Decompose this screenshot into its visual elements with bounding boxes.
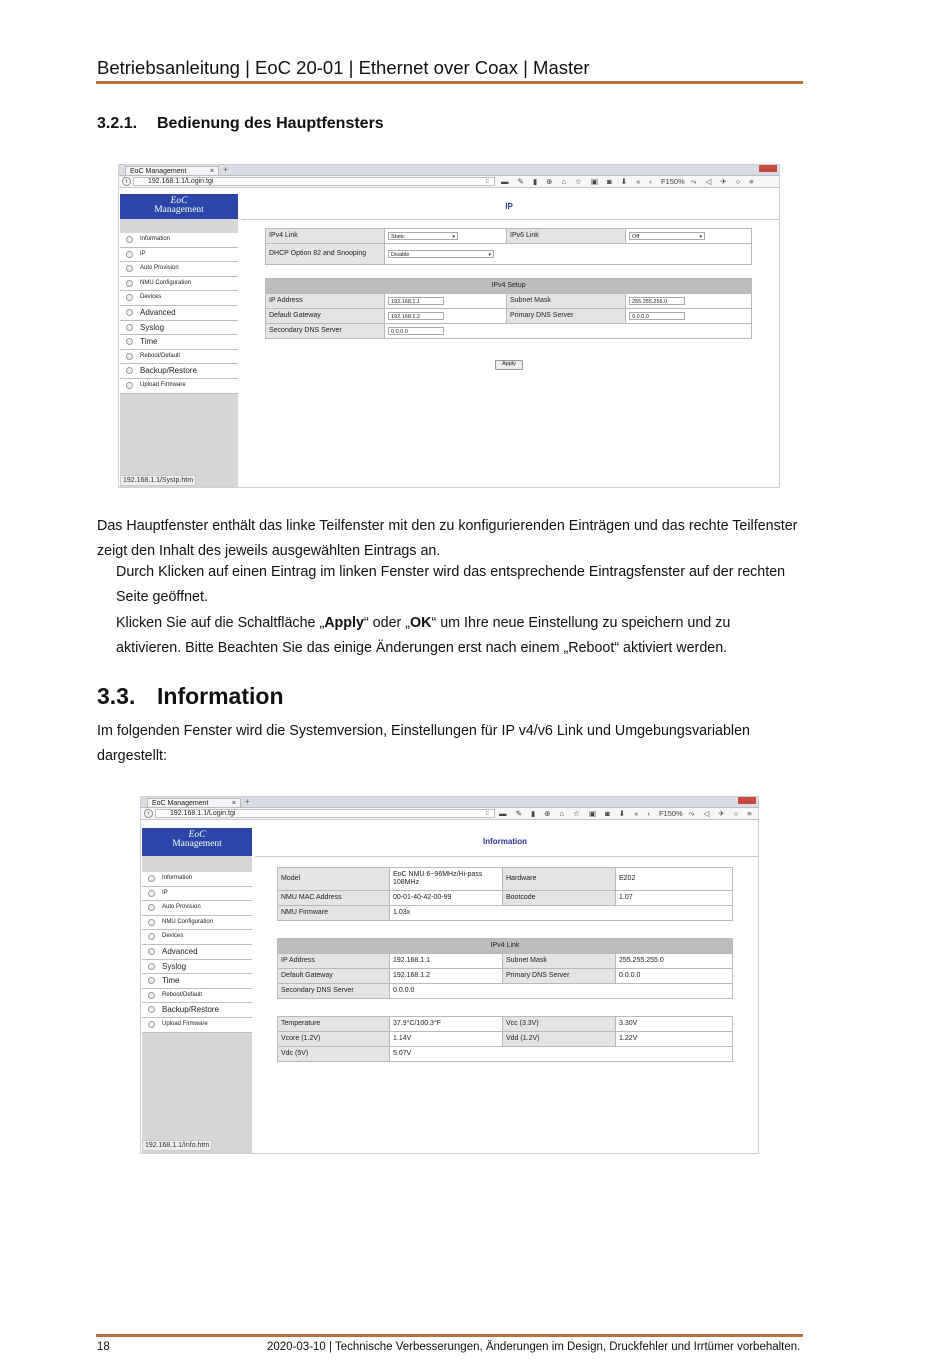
- bullet-icon: [148, 992, 155, 999]
- zoom-level: F150%: [658, 809, 683, 818]
- sidebar-item-label: Advanced: [162, 946, 198, 956]
- ipv4-link-select[interactable]: Static ▾: [388, 232, 458, 240]
- back-arrow-icon[interactable]: ‹: [144, 809, 153, 818]
- browser-tabbar: [119, 165, 779, 176]
- page-title: Information: [483, 837, 527, 846]
- bullet-icon: [148, 875, 155, 882]
- bullet-icon: [148, 1021, 155, 1028]
- sidebar-item-auto-provision[interactable]: [120, 262, 238, 277]
- sidebar-item-reboot-default[interactable]: [120, 350, 238, 365]
- ipv6-link-select[interactable]: Off ▾: [629, 232, 705, 240]
- ipv4-setup-table: IPv4 Setup IP Address 192.168.1.1 Subnet Mask 255.255.255.0 Default Gateway 192.168.1.2 Primary DNS Server 0.0.0.0 Secondary DNS Server 0.0.0.0: [265, 278, 752, 339]
- bullet-icon: [148, 919, 155, 926]
- sidebar-item-backup-restore[interactable]: [120, 364, 238, 379]
- tab-close-icon[interactable]: ×: [209, 168, 214, 175]
- eoc-logo: EoC Management: [120, 194, 238, 219]
- bullet-icon: [148, 890, 155, 897]
- primary-dns-input[interactable]: 0.0.0.0: [629, 312, 685, 320]
- title-divider: [255, 856, 758, 857]
- browser-navbar: [141, 808, 758, 820]
- zoom-level: F150%: [660, 177, 685, 186]
- sidebar: [120, 219, 238, 487]
- sidebar-item-label: NMU Configuration: [140, 279, 192, 286]
- paragraph-apply-ok: Klicken Sie auf die Schaltfläche „Apply“ oder „OK“ um Ihre neue Einstellung zu speichern und zu aktivieren. Bitte Beachten Sie das einige Änderungen erst nach einem „Reboot“ aktiviert werden.: [116, 615, 731, 656]
- bullet-icon: [126, 251, 133, 258]
- bullet-icon: [126, 236, 133, 243]
- sidebar-item-advanced[interactable]: [142, 945, 252, 960]
- reload-icon[interactable]: c: [485, 178, 489, 185]
- sidebar-item-ip[interactable]: [120, 248, 238, 263]
- address-bar[interactable]: 192.168.1.1/Login.tgi c: [155, 809, 495, 818]
- sidebar-item-information[interactable]: [142, 872, 252, 887]
- screenshot-information-window: [140, 796, 759, 1154]
- browser-tab[interactable]: EoC Management ×: [147, 798, 241, 807]
- sidebar-item-devices[interactable]: [120, 291, 238, 306]
- sidebar-item-label: Auto Provision: [162, 904, 201, 911]
- sidebar-item-label: Reboot/Default: [140, 352, 181, 359]
- eoc-logo: EoC Management: [142, 828, 252, 856]
- sidebar-menu: [142, 872, 252, 1033]
- browser-tabbar: [141, 797, 758, 808]
- sidebar-item-label: Upload Firmware: [162, 1020, 208, 1027]
- status-bar-url: 192.168.1.1/Info.htm: [142, 1140, 212, 1151]
- address-bar[interactable]: 192.168.1.1/Login.tgi c: [133, 177, 495, 186]
- sidebar-item-upload-firmware[interactable]: [142, 1018, 252, 1033]
- sidebar-item-nmu-configuration[interactable]: [120, 277, 238, 292]
- window-close-button[interactable]: [759, 165, 777, 172]
- page-title: IP: [505, 202, 513, 211]
- sidebar-item-backup-restore[interactable]: [142, 1003, 252, 1018]
- window-close-button[interactable]: [738, 797, 756, 804]
- sidebar-item-upload-firmware[interactable]: [120, 379, 238, 394]
- sidebar-item-label: Devices: [162, 933, 184, 940]
- screenshot-ip-window: [118, 164, 780, 488]
- status-bar-url: 192.168.1.1/SysIp.htm: [120, 475, 196, 486]
- bullet-icon: [126, 324, 133, 331]
- secondary-dns-input[interactable]: 0.0.0.0: [388, 327, 444, 335]
- sidebar-item-label: IP: [140, 250, 146, 257]
- sidebar-item-label: Devices: [140, 294, 162, 301]
- bullet-icon: [148, 963, 155, 970]
- sidebar-menu: [120, 233, 238, 394]
- document-header: Betriebsanleitung | EoC 20-01 | Ethernet over Coax | Master: [97, 57, 590, 78]
- environment-table: Temperature 37.9°C/100.3°F Vcc (3.3V) 3.30V Vcore (1.2V) 1.14V Vdd (1.2V) 1.22V Vdc (5V) 5.07V: [277, 1016, 733, 1062]
- sidebar-item-label: Time: [162, 976, 180, 986]
- new-tab-icon[interactable]: +: [223, 165, 228, 174]
- sidebar-item-information[interactable]: [120, 233, 238, 248]
- sidebar-item-label: Auto Provision: [140, 265, 179, 272]
- sidebar-item-time[interactable]: [142, 974, 252, 989]
- sidebar: [142, 856, 252, 1153]
- sidebar-item-label: NMU Configuration: [162, 918, 214, 925]
- bullet-icon: [148, 1006, 155, 1013]
- bullet-icon: [126, 367, 133, 374]
- gateway-input[interactable]: 192.168.1.2: [388, 312, 444, 320]
- browser-navbar: [119, 176, 779, 188]
- bullet-icon: [148, 948, 155, 955]
- ipv4-link-table: IPv4 Link IP Address 192.168.1.1 Subnet Mask 255.255.255.0 Default Gateway 192.168.1.2 Primary DNS Server 0.0.0.0 Secondary DNS Server 0.0.0.0: [277, 938, 733, 999]
- section-heading-3-3: 3.3. Information: [97, 683, 284, 709]
- sidebar-item-label: Information: [162, 875, 193, 881]
- sidebar-item-label: Upload Firmware: [140, 381, 186, 388]
- bullet-icon: [126, 294, 133, 301]
- bullet-icon: [148, 977, 155, 984]
- browser-toolbar-icons[interactable]: ▬ ✎ ▮ ⊕ ⌂ ☆ ▣ ◙ ⬇ « ‹ F150% ⤳ ◁ ✈ ○ ≡: [499, 809, 756, 818]
- bullet-icon: [126, 265, 133, 272]
- sidebar-item-auto-provision[interactable]: [142, 901, 252, 916]
- sidebar-item-label: Reboot/Default: [162, 991, 203, 998]
- bullet-icon: [126, 382, 133, 389]
- sidebar-item-label: Advanced: [140, 307, 176, 317]
- paragraph-main-window: Das Hauptfenster enthält das linke Teilfenster mit den zu konfigurierenden Einträgen und das rechte Teilfenster zeigt den Inhalt des jeweils ausgewählten Eintrags an.: [97, 518, 798, 559]
- paragraph-click-entry: Durch Klicken auf einen Eintrag im linken Fenster wird das entsprechende Eintragsfenster auf der rechten Seite geöffnet.: [116, 564, 786, 605]
- browser-tab[interactable]: EoC Management ×: [125, 166, 219, 175]
- link-table: IPv4 Link Static ▾ IPv6 Link Off ▾ DHCP Option 82 and Snooping Disable ▾: [265, 228, 752, 265]
- footer-rule: [96, 1334, 803, 1337]
- sidebar-item-label: Time: [140, 337, 158, 347]
- sidebar-item-advanced[interactable]: [120, 306, 238, 321]
- sidebar-item-ip[interactable]: [142, 887, 252, 902]
- footer-note: 2020-03-10 | Technische Verbesserungen, Änderungen im Design, Druckfehler und Irrtümer vorbehalten.: [267, 1341, 801, 1353]
- bullet-icon: [126, 338, 133, 345]
- bullet-icon: [148, 904, 155, 911]
- reload-icon[interactable]: c: [485, 810, 489, 817]
- sidebar-item-label: Information: [140, 236, 171, 242]
- dhcp-snooping-select[interactable]: Disable ▾: [388, 250, 494, 258]
- sidebar-item-label: Syslog: [140, 322, 165, 332]
- apply-button[interactable]: Apply: [495, 360, 523, 370]
- section-heading-3-2-1: 3.2.1. Bedienung des Hauptfensters: [97, 115, 384, 132]
- sidebar-item-syslog[interactable]: [142, 960, 252, 975]
- bullet-icon: [126, 353, 133, 360]
- system-info-table: Model EoC NMU 6~96MHz/Hi-pass 108MHz Hardware E202 NMU MAC Address 00-01-40-42-00-99 Bootcode 1.07 NMU Firmware 1.03x: [277, 867, 733, 921]
- bullet-icon: [148, 933, 155, 940]
- tab-close-icon[interactable]: ×: [231, 800, 236, 807]
- sidebar-item-nmu-configuration[interactable]: [142, 916, 252, 931]
- ip-address-input[interactable]: 192.168.1.1: [388, 297, 444, 305]
- back-arrow-icon[interactable]: ‹: [122, 177, 131, 186]
- bullet-icon: [126, 280, 133, 287]
- page-number: 18: [97, 1341, 110, 1353]
- sidebar-item-label: IP: [162, 889, 168, 896]
- subnet-mask-input[interactable]: 255.255.255.0: [629, 297, 685, 305]
- sidebar-item-devices[interactable]: [142, 930, 252, 945]
- bullet-icon: [126, 309, 133, 316]
- sidebar-item-time[interactable]: [120, 335, 238, 350]
- browser-toolbar-icons[interactable]: ▬ ✎ ▮ ⊕ ⌂ ☆ ▣ ◙ ⬇ « ‹ F150% ⤳ ◁ ✈ ○ ≡: [501, 177, 758, 186]
- title-divider: [241, 219, 779, 220]
- sidebar-item-syslog[interactable]: [120, 321, 238, 336]
- sidebar-item-reboot-default[interactable]: [142, 989, 252, 1004]
- header-rule: [96, 81, 803, 84]
- sidebar-item-label: Syslog: [162, 961, 187, 971]
- paragraph-information: Im folgenden Fenster wird die Systemversion, Einstellungen für IP v4/v6 Link und Umgebungsvariablen dargestellt:: [97, 723, 750, 764]
- sidebar-item-label: Backup/Restore: [162, 1005, 219, 1015]
- sidebar-item-label: Backup/Restore: [140, 366, 197, 376]
- new-tab-icon[interactable]: +: [245, 797, 250, 806]
